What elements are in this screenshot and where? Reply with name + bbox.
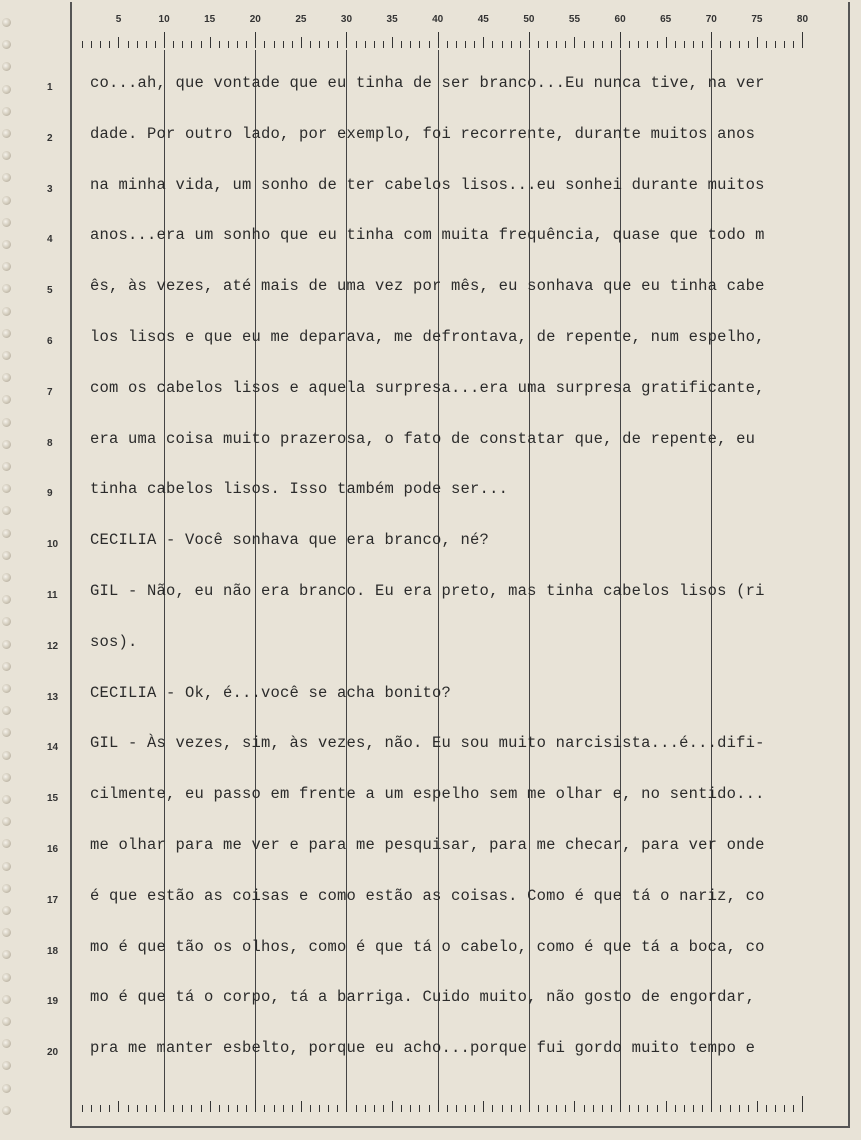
ruler-tick	[137, 41, 138, 48]
binder-hole	[2, 462, 11, 471]
ruler-tick	[310, 41, 311, 48]
ruler-tick	[556, 1105, 557, 1112]
ruler-tick	[675, 1105, 676, 1112]
binder-hole	[2, 529, 11, 538]
text-line: mo é que tão os olhos, como é que tá o cabelo, como é que tá a boca, co	[90, 937, 765, 956]
line-number: 9	[47, 488, 53, 500]
ruler-tick	[538, 1105, 539, 1112]
ruler-label: 25	[295, 14, 307, 25]
ruler-tick	[474, 41, 475, 48]
ruler-tick	[274, 41, 275, 48]
binder-hole	[2, 1017, 11, 1026]
ruler-tick	[784, 1105, 785, 1112]
ruler-tick	[757, 1101, 758, 1112]
ruler-tick	[228, 41, 229, 48]
line-number: 19	[47, 996, 59, 1008]
text-line: GIL - Às vezes, sim, às vezes, não. Eu sou muito narcisista...é...difi-	[90, 734, 765, 753]
ruler-tick	[720, 41, 721, 48]
ruler-tick	[638, 1105, 639, 1112]
line-number: 16	[47, 844, 59, 855]
binder-hole	[2, 284, 11, 293]
binder-hole	[2, 862, 11, 871]
binder-holes	[0, 18, 14, 1138]
binder-hole	[2, 240, 11, 249]
binder-hole	[2, 684, 11, 693]
ruler-tick	[547, 41, 548, 48]
text-line: era uma coisa muito prazerosa, o fato de constatar que, de repente, eu	[90, 429, 756, 448]
ruler-tick	[264, 41, 265, 48]
ruler-tick	[246, 1105, 247, 1112]
ruler-tick	[611, 41, 612, 48]
ruler-tick	[392, 37, 393, 48]
ruler-tick	[419, 41, 420, 48]
ruler-tick	[346, 32, 347, 48]
ruler-tick	[255, 32, 256, 48]
ruler-tick	[620, 32, 621, 48]
ruler-tick	[775, 41, 776, 48]
ruler-tick	[219, 1105, 220, 1112]
ruler-tick	[91, 1105, 92, 1112]
ruler-tick	[684, 1105, 685, 1112]
binder-hole	[2, 1039, 11, 1048]
binder-hole	[2, 40, 11, 49]
ruler-tick	[310, 1105, 311, 1112]
ruler-tick	[657, 41, 658, 48]
binder-hole	[2, 906, 11, 915]
binder-hole	[2, 706, 11, 715]
ruler-tick	[118, 1101, 119, 1112]
ruler-tick	[401, 1105, 402, 1112]
ruler-tick	[91, 41, 92, 48]
text-line: CECILIA - Ok, é...você se acha bonito?	[90, 683, 452, 702]
binder-hole	[2, 351, 11, 360]
ruler-tick	[574, 37, 575, 48]
binder-hole	[2, 595, 11, 604]
ruler-tick	[319, 1105, 320, 1112]
line-number: 13	[47, 691, 59, 703]
ruler-tick	[684, 41, 685, 48]
ruler-tick	[647, 1105, 648, 1112]
ruler-tick	[337, 41, 338, 48]
binder-hole	[2, 307, 11, 316]
ruler-tick	[383, 1105, 384, 1112]
binder-hole	[2, 506, 11, 515]
ruler-tick	[365, 1105, 366, 1112]
line-number: 14	[47, 742, 59, 754]
ruler-tick	[118, 37, 119, 48]
ruler-tick	[483, 37, 484, 48]
text-line: pra me manter esbelto, porque eu acho...porque fui gordo muito tempo e	[90, 1039, 756, 1058]
ruler-tick	[511, 41, 512, 48]
ruler-tick	[210, 1101, 211, 1112]
ruler-tick	[429, 41, 430, 48]
text-line: é que estão as coisas e como estão as coisas. Como é que tá o nariz, co	[90, 886, 765, 905]
ruler-tick	[666, 37, 667, 48]
ruler-tick	[210, 37, 211, 48]
ruler-tick	[137, 1105, 138, 1112]
ruler-tick	[802, 1096, 803, 1112]
ruler-tick	[793, 1105, 794, 1112]
ruler-tick	[502, 41, 503, 48]
ruler-label: 35	[386, 14, 398, 25]
ruler-tick	[666, 1101, 667, 1112]
ruler-tick	[410, 1105, 411, 1112]
ruler-label: 20	[249, 14, 261, 25]
ruler-label: 30	[340, 14, 353, 25]
text-line: anos...era um sonho que eu tinha com muita frequência, quase que todo m	[90, 226, 765, 245]
ruler-tick	[702, 1105, 703, 1112]
ruler-label: 15	[204, 14, 216, 25]
binder-hole	[2, 573, 11, 582]
ruler-tick	[283, 41, 284, 48]
ruler-tick	[410, 41, 411, 48]
ruler-tick	[146, 1105, 147, 1112]
binder-hole	[2, 950, 11, 959]
text-line: co...ah, que vontade que eu tinha de ser branco...Eu nunca tive, na ver	[90, 74, 765, 92]
ruler-tick	[201, 41, 202, 48]
ruler-tick	[164, 32, 165, 48]
text-line: mo é que tá o corpo, tá a barriga. Cuido muito, não gosto de engordar,	[90, 988, 756, 1007]
ruler-tick	[492, 1105, 493, 1112]
text-line: com os cabelos lisos e aquela surpresa...era uma surpresa gratificante,	[90, 378, 765, 397]
binder-hole	[2, 262, 11, 271]
ruler-tick	[301, 37, 302, 48]
ruler-tick	[173, 41, 174, 48]
ruler-tick	[720, 1105, 721, 1112]
binder-hole	[2, 107, 11, 116]
line-number: 12	[47, 640, 59, 652]
ruler-tick	[565, 41, 566, 48]
ruler-tick	[593, 1105, 594, 1112]
ruler-tick	[465, 41, 466, 48]
ruler-tick	[456, 41, 457, 48]
binder-hole	[2, 484, 11, 493]
ruler-label: 55	[568, 14, 581, 25]
line-number: 7	[47, 386, 53, 398]
ruler-tick	[328, 1105, 329, 1112]
ruler-tick	[109, 1105, 110, 1112]
line-number: 18	[47, 945, 59, 957]
ruler-tick	[474, 1105, 475, 1112]
ruler-tick	[292, 41, 293, 48]
binder-hole	[2, 795, 11, 804]
ruler-tick	[337, 1105, 338, 1112]
ruler-tick	[766, 41, 767, 48]
ruler-tick	[584, 41, 585, 48]
ruler-tick	[182, 1105, 183, 1112]
ruler-label: 80	[796, 14, 809, 25]
line-number: 5	[47, 285, 53, 297]
binder-hole	[2, 151, 11, 160]
ruler-tick	[465, 1105, 466, 1112]
ruler-label: 10	[158, 14, 170, 25]
binder-hole	[2, 440, 11, 449]
binder-hole	[2, 1084, 11, 1093]
text-line: dade. Por outro lado, por exemplo, foi recorrente, durante muitos anos	[90, 124, 756, 143]
ruler-tick	[711, 32, 712, 48]
top-ruler	[102, 30, 828, 48]
line-number: 10	[47, 539, 59, 551]
ruler-tick	[237, 41, 238, 48]
ruler-tick	[292, 1105, 293, 1112]
bottom-ruler	[102, 1094, 828, 1112]
ruler-tick	[693, 1105, 694, 1112]
binder-hole	[2, 839, 11, 848]
binder-hole	[2, 773, 11, 782]
ruler-tick	[438, 32, 439, 48]
ruler-label: 65	[660, 14, 672, 25]
binder-hole	[2, 196, 11, 205]
ruler-tick	[374, 1105, 375, 1112]
ruler-tick	[264, 1105, 265, 1112]
line-number: 11	[47, 590, 58, 601]
ruler-tick	[593, 41, 594, 48]
ruler-tick	[429, 1105, 430, 1112]
ruler-tick	[556, 41, 557, 48]
text-line: sos).	[90, 632, 138, 651]
ruler-tick	[629, 41, 630, 48]
binder-hole	[2, 617, 11, 626]
ruler-tick	[492, 41, 493, 48]
ruler-tick	[702, 41, 703, 48]
ruler-tick	[374, 41, 375, 48]
ruler-tick	[201, 1105, 202, 1112]
ruler-tick	[173, 1105, 174, 1112]
ruler-tick	[565, 1105, 566, 1112]
ruler-tick	[730, 1105, 731, 1112]
ruler-tick	[657, 1105, 658, 1112]
ruler-tick	[520, 1105, 521, 1112]
ruler-tick	[538, 41, 539, 48]
binder-hole	[2, 373, 11, 382]
ruler-tick	[793, 41, 794, 48]
ruler-tick	[356, 41, 357, 48]
text-line: CECILIA - Você sonhava que era branco, né?	[90, 531, 490, 550]
ruler-tick	[392, 1101, 393, 1112]
binder-hole	[2, 551, 11, 560]
ruler-tick	[547, 1105, 548, 1112]
ruler-tick	[802, 32, 803, 48]
ruler-tick	[237, 1105, 238, 1112]
binder-hole	[2, 18, 11, 27]
binder-hole	[2, 418, 11, 427]
ruler-tick	[365, 41, 366, 48]
ruler-tick	[693, 41, 694, 48]
binder-hole	[2, 928, 11, 937]
binder-hole	[2, 1061, 11, 1070]
binder-hole	[2, 973, 11, 982]
text-line: cilmente, eu passo em frente a um espelho sem me olhar e, no sentido...	[90, 785, 765, 804]
ruler-tick	[775, 1105, 776, 1112]
ruler-tick	[219, 41, 220, 48]
text-line: na minha vida, um sonho de ter cabelos lisos...eu sonhei durante muitos	[90, 175, 765, 194]
ruler-tick	[739, 41, 740, 48]
ruler-tick	[128, 41, 129, 48]
ruler-tick	[529, 32, 530, 48]
text-line: los lisos e que eu me deparava, me defrontava, de repente, num espelho,	[90, 328, 765, 346]
binder-hole	[2, 1106, 11, 1115]
text-line: GIL - Não, eu não era branco. Eu era preto, mas tinha cabelos lisos (ri	[90, 582, 765, 600]
line-number: 20	[47, 1047, 59, 1059]
binder-hole	[2, 662, 11, 671]
ruler-label: 70	[705, 14, 717, 25]
ruler-tick	[246, 41, 247, 48]
binder-hole	[2, 129, 11, 138]
binder-hole	[2, 395, 11, 404]
ruler-label: 60	[614, 14, 626, 25]
binder-hole	[2, 751, 11, 760]
ruler-tick	[638, 41, 639, 48]
ruler-tick	[520, 41, 521, 48]
binder-hole	[2, 329, 11, 338]
line-number: 1	[47, 82, 53, 93]
ruler-tick	[301, 1101, 302, 1112]
ruler-tick	[584, 1105, 585, 1112]
binder-hole	[2, 817, 11, 826]
ruler-tick	[766, 1105, 767, 1112]
ruler-tick	[82, 41, 83, 48]
line-number: 15	[47, 793, 59, 805]
line-number: 4	[47, 234, 53, 246]
binder-hole	[2, 62, 11, 71]
line-number: 17	[47, 894, 59, 906]
ruler-label: 45	[477, 14, 489, 25]
ruler-tick	[574, 1101, 575, 1112]
ruler-tick	[82, 1105, 83, 1112]
ruler-tick	[128, 1105, 129, 1112]
ruler-tick	[155, 1105, 156, 1112]
ruler-tick	[447, 41, 448, 48]
ruler-tick	[483, 1101, 484, 1112]
ruler-label: 40	[432, 14, 444, 25]
ruler-tick	[328, 41, 329, 48]
ruler-tick	[629, 1105, 630, 1112]
ruler-tick	[419, 1105, 420, 1112]
ruler-tick	[356, 1105, 357, 1112]
ruler-tick	[748, 1105, 749, 1112]
line-number: 2	[47, 132, 53, 144]
ruler-tick	[228, 1105, 229, 1112]
binder-hole	[2, 728, 11, 737]
ruler-tick	[100, 41, 101, 48]
ruler-tick	[146, 41, 147, 48]
top-ruler-numbers	[72, 14, 848, 28]
text-line: ês, às vezes, até mais de uma vez por mês, eu sonhava que eu tinha cabe	[90, 277, 765, 296]
ruler-tick	[502, 1105, 503, 1112]
ruler-tick	[191, 1105, 192, 1112]
ruler-tick	[100, 1105, 101, 1112]
ruler-tick	[447, 1105, 448, 1112]
ruler-tick	[757, 37, 758, 48]
line-number: 3	[47, 183, 53, 195]
ruler-tick	[401, 41, 402, 48]
ruler-tick	[383, 41, 384, 48]
ruler-label: 50	[523, 14, 535, 25]
ruler-tick	[274, 1105, 275, 1112]
ruler-tick	[155, 41, 156, 48]
ruler-tick	[739, 1105, 740, 1112]
binder-hole	[2, 218, 11, 227]
ruler-tick	[511, 1105, 512, 1112]
ruler-tick	[283, 1105, 284, 1112]
ruler-tick	[602, 41, 603, 48]
binder-hole	[2, 640, 11, 649]
text-line: tinha cabelos lisos. Isso também pode ser...	[90, 480, 509, 499]
binder-hole	[2, 173, 11, 182]
binder-hole	[2, 995, 11, 1004]
binder-hole	[2, 884, 11, 893]
ruler-tick	[784, 41, 785, 48]
ruler-tick	[182, 41, 183, 48]
ruler-label: 5	[115, 14, 122, 25]
ruler-tick	[675, 41, 676, 48]
ruler-tick	[611, 1105, 612, 1112]
ruler-tick	[730, 41, 731, 48]
ruler-tick	[748, 41, 749, 48]
ruler-label: 75	[751, 14, 763, 25]
ruler-tick	[647, 41, 648, 48]
ruler-tick	[109, 41, 110, 48]
ruler-tick	[191, 41, 192, 48]
line-number: 6	[47, 336, 53, 347]
text-line: me olhar para me ver e para me pesquisar, para me checar, para ver onde	[90, 836, 765, 854]
ruler-tick	[319, 41, 320, 48]
line-number: 8	[47, 437, 53, 449]
ruler-tick	[602, 1105, 603, 1112]
typed-page	[70, 2, 850, 1128]
binder-hole	[2, 85, 11, 94]
ruler-tick	[456, 1105, 457, 1112]
